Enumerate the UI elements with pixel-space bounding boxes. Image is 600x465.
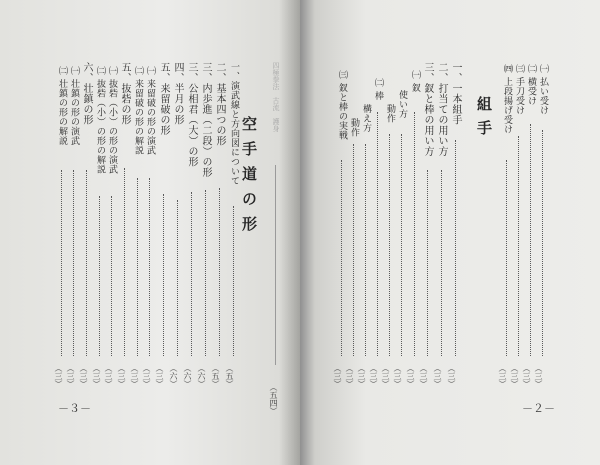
page-number: －３－ bbox=[58, 402, 91, 415]
toc-entry: ㈢ 釵と棒の実戦 bbox=[337, 70, 347, 140]
toc-entry: ㈠ 釵 bbox=[410, 70, 420, 93]
leader-dots bbox=[111, 196, 112, 356]
leader-dots bbox=[506, 160, 507, 356]
leader-dots bbox=[124, 168, 125, 356]
toc-entry: ㈠ 払い受け bbox=[538, 64, 548, 115]
toc-page-ref: （三） bbox=[369, 364, 378, 388]
toc-page-ref: （五） bbox=[211, 364, 220, 388]
toc-entry: 動作 bbox=[385, 104, 395, 123]
toc-page-ref: （三） bbox=[130, 364, 139, 388]
toc-entry: ㈢ 手刀受け bbox=[514, 64, 524, 115]
right-page bbox=[300, 0, 600, 465]
toc-page-ref: （三） bbox=[155, 364, 164, 388]
toc-entry: ㈠ 来留破の形の演武 bbox=[145, 66, 155, 155]
toc-page-ref: （三） bbox=[381, 364, 390, 388]
toc-page-ref: （三） bbox=[104, 364, 113, 388]
section-title: 空手道の形 bbox=[240, 116, 258, 241]
toc-page-ref: （六） bbox=[169, 364, 178, 388]
toc-entry: 構え方 bbox=[361, 104, 371, 133]
leader-dots bbox=[149, 178, 150, 356]
leader-dots bbox=[427, 170, 428, 356]
toc-page-ref: （三） bbox=[92, 364, 101, 388]
toc-entry: 一、一本組手 bbox=[450, 62, 461, 125]
leader-dots bbox=[377, 112, 378, 356]
toc-entry: 二、基本四つの形 bbox=[214, 62, 225, 146]
leader-dots bbox=[401, 134, 402, 356]
page-number: －２－ bbox=[522, 402, 555, 415]
leader-dots bbox=[365, 144, 366, 356]
toc-page-ref: （三） bbox=[54, 364, 63, 388]
section-title: 組手 bbox=[475, 96, 493, 144]
toc-page-ref: （三） bbox=[357, 364, 366, 388]
toc-entry: ㈡ 壮鎮の形の解説 bbox=[57, 66, 67, 146]
toc-entry: ㈡ 棒 bbox=[373, 78, 383, 101]
toc-page-ref: （三） bbox=[393, 364, 402, 388]
toc-entry: 三、釵と棒の用い方 bbox=[422, 62, 433, 157]
toc-entry: 五、抜砦の形 bbox=[119, 62, 130, 125]
leader-dots bbox=[219, 188, 220, 356]
running-head-page: （五四） bbox=[269, 383, 278, 415]
running-head-rule bbox=[275, 165, 276, 365]
running-head: 四極拳法 古流 護身 bbox=[272, 62, 280, 132]
toc-entry: 五、来留破の形 bbox=[158, 62, 169, 136]
leader-dots bbox=[530, 124, 531, 356]
toc-page-ref: （三） bbox=[333, 364, 342, 388]
toc-entry: 一、演武線と方向図について bbox=[229, 62, 239, 186]
toc-page-ref: （六） bbox=[183, 364, 192, 388]
toc-entry: ㈡ 来留破の形の解説 bbox=[133, 66, 143, 155]
toc-entry: ㈡ 抜砦（小）の形の解説 bbox=[95, 66, 105, 174]
toc-page-ref: （三） bbox=[433, 364, 442, 388]
toc-entry: ㈠ 抜砦（小）の形の演武 bbox=[107, 66, 117, 174]
toc-page-ref: （三） bbox=[419, 364, 428, 388]
leader-dots bbox=[205, 190, 206, 356]
toc-page-ref: （六） bbox=[197, 364, 206, 388]
toc-page-ref: （三） bbox=[522, 364, 531, 388]
toc-entry: 使い方 bbox=[397, 90, 407, 119]
leader-dots bbox=[542, 130, 543, 356]
leader-dots bbox=[86, 170, 87, 356]
toc-page-ref: （三） bbox=[66, 364, 75, 388]
leader-dots bbox=[191, 192, 192, 356]
toc-page-ref: （三） bbox=[345, 364, 354, 388]
toc-page-ref: （三） bbox=[142, 364, 151, 388]
toc-entry: 動作 bbox=[349, 118, 359, 137]
leader-dots bbox=[137, 178, 138, 356]
leader-dots bbox=[389, 134, 390, 356]
toc-entry: 六、壮鎮の形 bbox=[81, 62, 92, 125]
leader-dots bbox=[518, 136, 519, 356]
leader-dots bbox=[233, 206, 234, 356]
leader-dots bbox=[99, 196, 100, 356]
leader-dots bbox=[441, 170, 442, 356]
toc-page-ref: （三） bbox=[447, 364, 456, 388]
toc-entry: ㈣ 上段揚げ受け bbox=[502, 64, 512, 134]
leader-dots bbox=[73, 170, 74, 356]
toc-page-ref: （三） bbox=[498, 364, 507, 388]
toc-entry: ㈠ 壮鎮の形の演武 bbox=[69, 66, 79, 146]
leader-dots bbox=[414, 112, 415, 356]
leader-dots bbox=[341, 160, 342, 356]
toc-page-ref: （三） bbox=[117, 364, 126, 388]
toc-page-ref: （五） bbox=[225, 364, 234, 388]
leader-dots bbox=[353, 144, 354, 356]
toc-page-ref: （三） bbox=[406, 364, 415, 388]
toc-entry: 二、打当ての用い方 bbox=[436, 62, 447, 157]
leader-dots bbox=[177, 200, 178, 356]
toc-entry: 三、内歩進（二段）の形 bbox=[200, 62, 211, 178]
leader-dots bbox=[61, 170, 62, 356]
toc-page-ref: （三） bbox=[79, 364, 88, 388]
toc-entry: 四、半月の形 bbox=[172, 62, 183, 125]
leader-dots bbox=[455, 140, 456, 356]
leader-dots bbox=[163, 194, 164, 356]
toc-entry: ㈡ 横受け bbox=[526, 64, 536, 106]
toc-page-ref: （三） bbox=[534, 364, 543, 388]
toc-page-ref: （三） bbox=[510, 364, 519, 388]
toc-entry: 三、公相君（大）の形 bbox=[186, 62, 197, 167]
